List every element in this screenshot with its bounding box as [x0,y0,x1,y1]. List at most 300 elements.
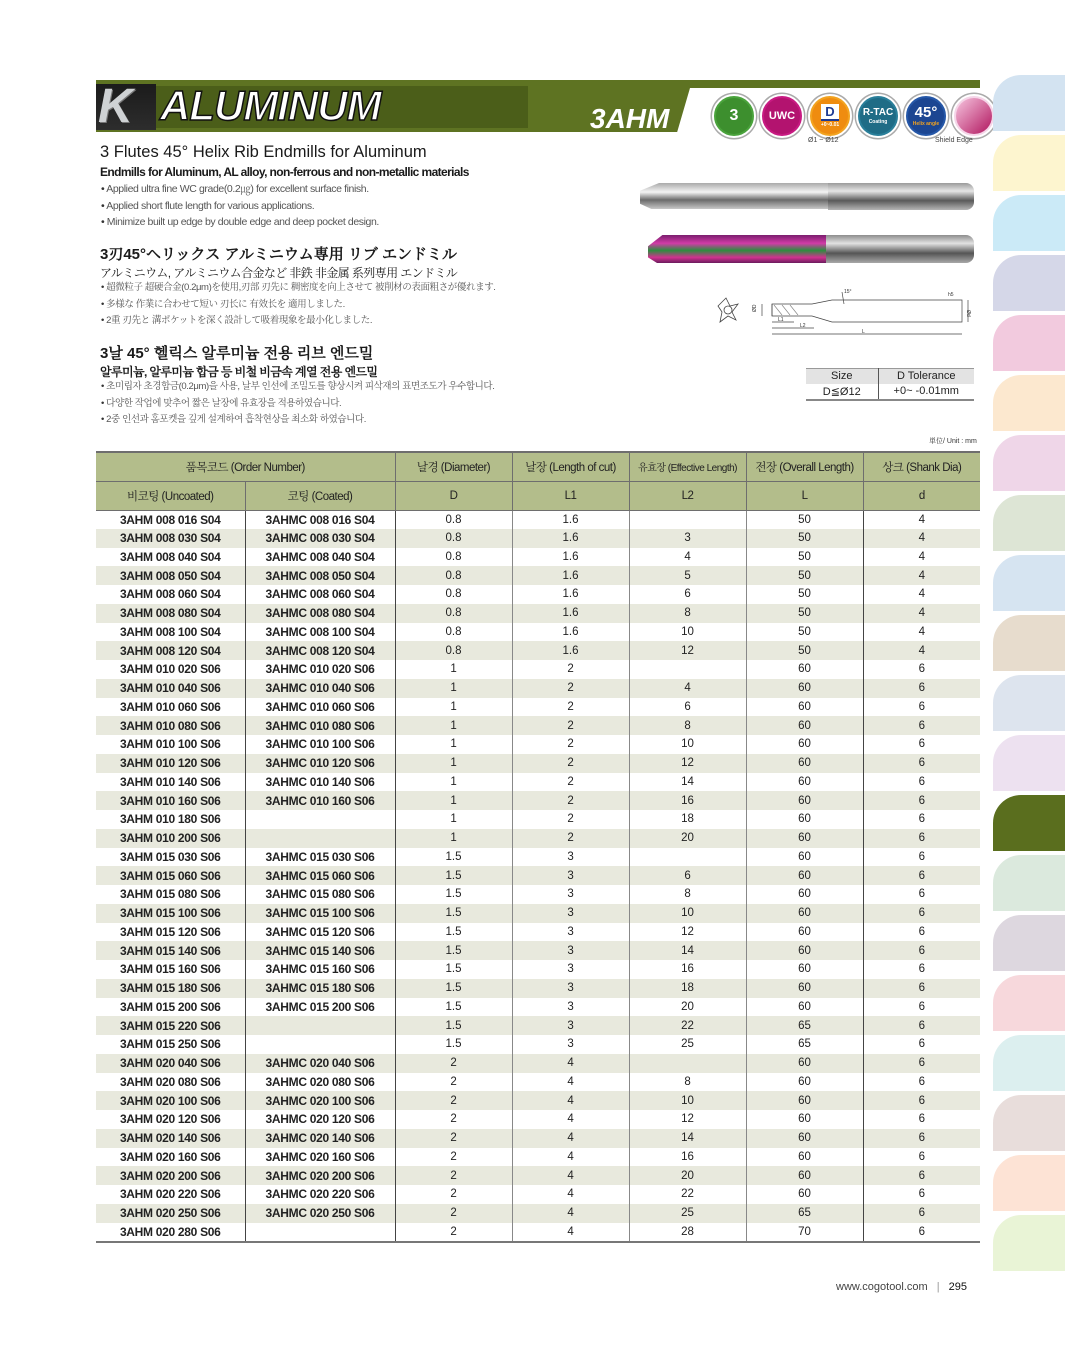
cell-shank-dia: 6 [863,1223,980,1242]
section-tab[interactable] [993,735,1065,791]
cell-uncoated-code: 3AHM 015 120 S06 [119,924,221,939]
cell-coated-code: 3AHMC 010 160 S06 [245,791,395,810]
page-footer [836,1281,967,1293]
cell-shank-dia: 6 [863,848,980,867]
cell-length-of-cut: 1.6 [512,585,629,604]
cell-diameter: 1.5 [395,960,512,979]
table-row [96,548,980,567]
cell-effective-length: 12 [629,641,746,660]
tolerance-table [806,368,974,401]
table-row [96,791,980,810]
col-header-shank-dia: 상크 (Shank Dia) [863,452,980,481]
cell-overall-length: 60 [746,1073,863,1092]
col-header-L: L [746,481,863,510]
cell-uncoated-code: 3AHM 020 080 S06 [119,1074,221,1089]
cell-diameter: 0.8 [395,529,512,548]
cell-diameter: 1 [395,773,512,792]
category-title: ALUMINUM [160,82,381,129]
table-row [96,810,980,829]
cell-overall-length: 60 [746,754,863,773]
cell-effective-length: 10 [629,904,746,923]
cell-coated-code: 3AHMC 015 160 S06 [245,960,395,979]
cell-uncoated-code: 3AHM 015 100 S06 [96,904,245,923]
website-link[interactable]: www.cogotool.com [836,1281,928,1293]
cell-shank-dia: 4 [863,529,980,548]
cell-coated-code: 3AHMC 020 140 S06 [245,1129,395,1148]
cell-overall-length: 60 [746,848,863,867]
spec-table-body [96,510,980,1242]
cell-diameter: 1.5 [395,1016,512,1035]
cell-length-of-cut: 4 [512,1166,629,1185]
table-row [96,1073,980,1092]
cell-uncoated-code: 3AHM 010 140 S06 [119,774,221,789]
feature-item: • Applied ultra fine WC grade(0.2㎍) for excellent surface finish. [101,181,379,198]
cell-coated-code: 3AHMC 010 140 S06 [245,773,395,792]
cell-uncoated-code: 3AHM 015 160 S06 [119,962,221,977]
section-tab[interactable] [993,975,1065,1031]
section-tab[interactable] [993,255,1065,311]
cell-overall-length: 60 [746,941,863,960]
cell-diameter: 1.5 [395,923,512,942]
col-header-length-of-cut: 날장 (Length of cut) [512,452,629,481]
table-row [96,698,980,717]
cell-shank-dia: 6 [863,904,980,923]
cell-length-of-cut: 3 [512,1035,629,1054]
d-range-caption: Ø1 ~ Ø12 [808,137,839,144]
cell-diameter: 1 [395,735,512,754]
cell-effective-length: 8 [629,716,746,735]
cell-overall-length: 60 [746,773,863,792]
table-row [96,1129,980,1148]
page-number: 295 [948,1281,967,1293]
section-tab[interactable] [993,675,1065,731]
cell-diameter: 2 [395,1166,512,1185]
table-row [96,585,980,604]
cell-overall-length: 60 [746,866,863,885]
cell-effective-length: 6 [629,585,746,604]
cell-overall-length: 70 [746,1223,863,1242]
cell-diameter: 1.5 [395,1035,512,1054]
tolerance-header-size: Size [806,369,878,384]
r-tac-coating-badge-icon: R-TAC Coating [856,94,900,138]
endmill-dimension-diagram [712,284,977,336]
cell-diameter: 0.8 [395,510,512,529]
cell-overall-length: 60 [746,998,863,1017]
section-tab[interactable] [993,855,1065,911]
cell-shank-dia: 4 [863,623,980,642]
cell-diameter: 2 [395,1129,512,1148]
english-features [101,181,379,231]
cell-overall-length: 50 [746,510,863,529]
feature-item: • 超微粒子 超硬合金(0.2μm)を使用,刃部 刃先に 稠密度を向上させて 被削材の表面粗さが優れます. [101,280,496,297]
cell-shank-dia: 6 [863,1035,980,1054]
cell-length-of-cut: 4 [512,1073,629,1092]
table-row [96,941,980,960]
cell-effective-length: 12 [629,923,746,942]
diagram-label-L: L [862,329,865,335]
cell-length-of-cut: 1.6 [512,604,629,623]
cell-shank-dia: 6 [863,1073,980,1092]
cell-effective-length: 14 [629,941,746,960]
section-tab[interactable] [993,1095,1065,1151]
english-heading: 3 Flutes 45° Helix Rib Endmills for Aluminum [100,143,427,161]
cell-shank-dia: 6 [863,1185,980,1204]
table-row [96,716,980,735]
cell-coated-code: 3AHMC 008 060 S04 [245,585,395,604]
cell-diameter: 2 [395,1110,512,1129]
cell-uncoated-code: 3AHM 015 030 S06 [119,849,221,864]
cell-shank-dia: 6 [863,1166,980,1185]
japanese-heading: 3刃45°ヘリックス アルミニウム専用 リブ エンドミル [100,246,458,263]
cell-overall-length: 60 [746,660,863,679]
cell-overall-length: 60 [746,698,863,717]
k-logo [96,80,156,133]
cell-uncoated-code: 3AHM 020 160 S06 [119,1149,221,1164]
cell-length-of-cut: 3 [512,979,629,998]
cell-shank-dia: 6 [863,716,980,735]
col-header-L2: L2 [629,481,746,510]
cell-coated-code: 3AHMC 010 100 S06 [245,735,395,754]
cell-coated-code: 3AHMC 008 050 S04 [245,566,395,585]
diagram-label-D: ØD [752,304,758,312]
cell-effective-length: 10 [629,1091,746,1110]
cell-coated-code: 3AHMC 015 060 S06 [245,866,395,885]
cell-effective-length: 6 [629,698,746,717]
cell-overall-length: 60 [746,829,863,848]
cell-length-of-cut: 4 [512,1223,629,1242]
section-tab-active[interactable] [993,795,1065,851]
col-header-uncoated: 비코팅 (Uncoated) [96,481,245,510]
cell-length-of-cut: 3 [512,998,629,1017]
cell-effective-length: 12 [629,1110,746,1129]
diagram-tolerance-label: h5 [948,292,954,298]
cell-uncoated-code: 3AHM 020 120 S06 [119,1112,221,1127]
cell-effective-length: 12 [629,754,746,773]
section-tab[interactable] [993,315,1065,371]
cell-coated-code: 3AHMC 020 160 S06 [245,1148,395,1167]
section-tab[interactable] [993,555,1065,611]
col-header-effective-length: 유효장 (Effective Length) [629,452,746,481]
cell-coated-code: 3AHMC 015 030 S06 [245,848,395,867]
diagram-angle-label: 15° [844,289,852,295]
cell-length-of-cut: 3 [512,904,629,923]
cell-uncoated-code: 3AHM 020 220 S06 [119,1187,221,1202]
cell-overall-length: 60 [746,1054,863,1073]
table-row [96,848,980,867]
cell-effective-length: 16 [629,1148,746,1167]
cell-diameter: 0.8 [395,604,512,623]
cell-uncoated-code: 3AHM 020 140 S06 [96,1129,245,1148]
cell-overall-length: 60 [746,1129,863,1148]
cell-effective-length: 8 [629,604,746,623]
table-row [96,510,980,529]
cell-uncoated-code: 3AHM 010 200 S06 [96,829,245,848]
cell-shank-dia: 6 [863,866,980,885]
table-row [96,1166,980,1185]
table-row [96,866,980,885]
cell-coated-code: 3AHMC 015 200 S06 [245,998,395,1017]
col-header-order-number: 품목코드 (Order Number) [96,452,395,481]
cell-uncoated-code: 3AHM 020 280 S06 [96,1223,245,1242]
cell-overall-length: 50 [746,623,863,642]
table-row [96,1185,980,1204]
cell-effective-length: 10 [629,623,746,642]
cell-effective-length: 16 [629,960,746,979]
table-row [96,1204,980,1223]
section-tab[interactable] [993,75,1065,131]
col-header-diameter: 날경 (Diameter) [395,452,512,481]
cell-uncoated-code: 3AHM 010 100 S06 [119,737,221,752]
cell-length-of-cut: 1.6 [512,566,629,585]
feature-item: • 2중 인선과 홈포켓을 깊게 설계하여 흡착현상을 최소화 하였습니다. [101,412,494,429]
cell-coated-code: 3AHMC 008 040 S04 [245,548,395,567]
cell-uncoated-code: 3AHM 010 160 S06 [96,791,245,810]
cell-coated-code: 3AHMC 008 120 S04 [245,641,395,660]
unit-label: 単位/ Unit : mm [929,438,977,445]
cell-overall-length: 60 [746,1185,863,1204]
cell-diameter: 1 [395,716,512,735]
cell-overall-length: 60 [746,1110,863,1129]
cell-overall-length: 60 [746,1166,863,1185]
cell-diameter: 1 [395,754,512,773]
cell-effective-length: 20 [629,829,746,848]
uncoated-shank [828,183,974,210]
cell-uncoated-code: 3AHM 008 030 S04 [96,529,245,548]
col-header-L1: L1 [512,481,629,510]
section-tabs [993,75,1065,1275]
cell-diameter: 1.5 [395,866,512,885]
tolerance-header-d: D Tolerance [878,369,974,384]
cell-overall-length: 50 [746,604,863,623]
cell-length-of-cut: 4 [512,1204,629,1223]
cell-length-of-cut: 2 [512,773,629,792]
table-row [96,1035,980,1054]
japanese-subheading: アルミニウム, アルミニウム合金など 非鉄 非金属 系列専用 エンドミル [100,266,458,280]
shield-edge-badge-icon [952,94,996,138]
cell-effective-length: 8 [629,885,746,904]
cell-length-of-cut: 4 [512,1148,629,1167]
cell-length-of-cut: 2 [512,810,629,829]
feature-item: • 다양한 작업에 맞추어 짧은 날장에 유효장을 적용하였습니다. [101,396,494,413]
cell-length-of-cut: 1.6 [512,510,629,529]
cell-overall-length: 50 [746,566,863,585]
cell-length-of-cut: 2 [512,735,629,754]
cell-overall-length: 60 [746,923,863,942]
cell-diameter: 1.5 [395,979,512,998]
cell-diameter: 1 [395,791,512,810]
cell-length-of-cut: 3 [512,885,629,904]
cell-uncoated-code: 3AHM 010 180 S06 [119,812,221,827]
section-tab[interactable] [993,195,1065,251]
cell-shank-dia: 4 [863,566,980,585]
cell-overall-length: 60 [746,1148,863,1167]
cell-uncoated-code: 3AHM 010 020 S06 [119,662,221,677]
table-row [96,1148,980,1167]
diagram-label-d: Ød [965,310,971,317]
cell-length-of-cut: 4 [512,1110,629,1129]
cell-effective-length: 20 [629,998,746,1017]
cell-overall-length: 60 [746,904,863,923]
cell-effective-length [629,1054,746,1073]
cell-shank-dia: 6 [863,791,980,810]
cell-effective-length: 14 [629,1129,746,1148]
table-row [96,641,980,660]
cell-uncoated-code: 3AHM 010 040 S06 [96,679,245,698]
cell-diameter: 0.8 [395,585,512,604]
cell-coated-code: 3AHMC 020 100 S06 [245,1091,395,1110]
cell-shank-dia: 4 [863,604,980,623]
cell-length-of-cut: 2 [512,660,629,679]
cell-shank-dia: 6 [863,998,980,1017]
cell-coated-code: 3AHMC 008 016 S04 [245,510,395,529]
cell-effective-length: 25 [629,1035,746,1054]
cell-uncoated-code: 3AHM 008 050 S04 [96,566,245,585]
cell-overall-length: 60 [746,979,863,998]
cell-diameter: 1.5 [395,941,512,960]
cell-uncoated-code: 3AHM 020 100 S06 [96,1091,245,1110]
cell-shank-dia: 6 [863,1016,980,1035]
cell-coated-code [245,1223,395,1242]
diagram-label-L2: L2 [800,323,806,329]
cell-coated-code: 3AHMC 020 220 S06 [245,1185,395,1204]
cell-coated-code: 3AHMC 020 080 S06 [245,1073,395,1092]
cell-uncoated-code: 3AHM 015 180 S06 [96,979,245,998]
d-tolerance-badge-icon: D +0~0.01 [808,94,852,138]
cell-effective-length [629,660,746,679]
cell-diameter: 1.5 [395,998,512,1017]
cell-shank-dia: 6 [863,679,980,698]
table-row [96,660,980,679]
cell-diameter: 1.5 [395,848,512,867]
cell-shank-dia: 4 [863,641,980,660]
cell-overall-length: 60 [746,716,863,735]
cell-diameter: 0.8 [395,623,512,642]
cell-diameter: 0.8 [395,566,512,585]
cell-coated-code: 3AHMC 010 060 S06 [245,698,395,717]
section-tab[interactable] [993,1215,1065,1271]
cell-shank-dia: 6 [863,885,980,904]
cell-diameter: 2 [395,1223,512,1242]
cell-uncoated-code: 3AHM 015 220 S06 [96,1016,245,1035]
table-row [96,885,980,904]
table-row [96,1016,980,1035]
cell-uncoated-code: 3AHM 008 040 S04 [119,549,221,564]
section-tab[interactable] [993,135,1065,191]
uwc-badge-icon: UWC [760,94,804,138]
cell-diameter: 2 [395,1054,512,1073]
cell-length-of-cut: 1.6 [512,529,629,548]
section-tab[interactable] [993,435,1065,491]
cell-coated-code: 3AHMC 020 250 S06 [245,1204,395,1223]
section-tab[interactable] [993,495,1065,551]
cell-overall-length: 60 [746,960,863,979]
uncoated-flute [640,183,830,209]
feature-item: • Minimize built up edge by double edge and deep pocket design. [101,214,379,231]
cell-shank-dia: 4 [863,585,980,604]
table-row [96,960,980,979]
cell-effective-length: 3 [629,529,746,548]
cell-shank-dia: 6 [863,960,980,979]
korean-heading: 3날 45° 헬릭스 알루미늄 전용 리브 엔드밀 [100,345,374,362]
cell-length-of-cut: 4 [512,1054,629,1073]
cell-overall-length: 65 [746,1204,863,1223]
cell-diameter: 0.8 [395,641,512,660]
section-tab[interactable] [993,1155,1065,1211]
cell-coated-code: 3AHMC 010 080 S06 [245,716,395,735]
section-tab[interactable] [993,375,1065,431]
cell-effective-length: 22 [629,1016,746,1035]
cell-length-of-cut: 2 [512,829,629,848]
cell-length-of-cut: 2 [512,791,629,810]
cell-effective-length: 28 [629,1223,746,1242]
cell-coated-code: 3AHMC 015 120 S06 [245,923,395,942]
table-row [96,566,980,585]
cell-uncoated-code: 3AHM 015 200 S06 [119,999,221,1014]
col-header-D: D [395,481,512,510]
cell-coated-code: 3AHMC 010 120 S06 [245,754,395,773]
feature-item: • 多様な 作業に合わせて短い 刃长に 有效长を 適用しました. [101,297,496,314]
cell-coated-code: 3AHMC 020 200 S06 [245,1166,395,1185]
cell-shank-dia: 6 [863,1204,980,1223]
cell-length-of-cut: 3 [512,960,629,979]
table-row [96,1091,980,1110]
cell-coated-code: 3AHMC 020 040 S06 [245,1054,395,1073]
feature-item: • 초미립자 초경합금(0.2μm)을 사용, 날부 인선에 조밀도를 향상시켜 피삭재의 표면조도가 우수합니다. [101,379,494,396]
cell-uncoated-code: 3AHM 008 100 S04 [119,624,221,639]
flutes-3-badge-icon: 3 [712,94,756,138]
japanese-features [101,280,496,330]
cell-shank-dia: 6 [863,1054,980,1073]
table-row [96,998,980,1017]
cell-shank-dia: 6 [863,829,980,848]
section-tab[interactable] [993,615,1065,671]
cell-coated-code [245,829,395,848]
shield-edge-caption: Shield Edge [935,137,973,144]
cell-uncoated-code: 3AHM 015 060 S06 [96,866,245,885]
footer-divider: | [936,1281,940,1293]
cell-effective-length: 22 [629,1185,746,1204]
table-row [96,623,980,642]
k-letter: K [98,80,131,133]
cell-effective-length: 4 [629,679,746,698]
cell-uncoated-code: 3AHM 008 060 S04 [119,587,221,602]
feature-badges [712,94,996,138]
cell-shank-dia: 6 [863,941,980,960]
cell-length-of-cut: 2 [512,679,629,698]
cell-uncoated-code: 3AHM 008 080 S04 [96,604,245,623]
cell-length-of-cut: 1.6 [512,641,629,660]
cell-overall-length: 60 [746,791,863,810]
cell-uncoated-code: 3AHM 020 200 S06 [96,1166,245,1185]
cell-diameter: 1.5 [395,885,512,904]
tolerance-d-value: +0~ -0.01mm [878,384,974,400]
cell-effective-length: 5 [629,566,746,585]
cell-diameter: 1 [395,679,512,698]
cell-length-of-cut: 3 [512,923,629,942]
cell-length-of-cut: 4 [512,1091,629,1110]
cell-overall-length: 65 [746,1035,863,1054]
cell-uncoated-code: 3AHM 015 080 S06 [119,887,221,902]
tolerance-size-value: D≦Ø12 [806,384,878,400]
cell-length-of-cut: 1.6 [512,548,629,567]
cell-coated-code: 3AHMC 010 040 S06 [245,679,395,698]
cell-coated-code: 3AHMC 015 100 S06 [245,904,395,923]
cell-diameter: 1.5 [395,904,512,923]
section-tab[interactable] [993,1035,1065,1091]
cell-length-of-cut: 1.6 [512,623,629,642]
cell-effective-length: 14 [629,773,746,792]
section-tab[interactable] [993,915,1065,971]
